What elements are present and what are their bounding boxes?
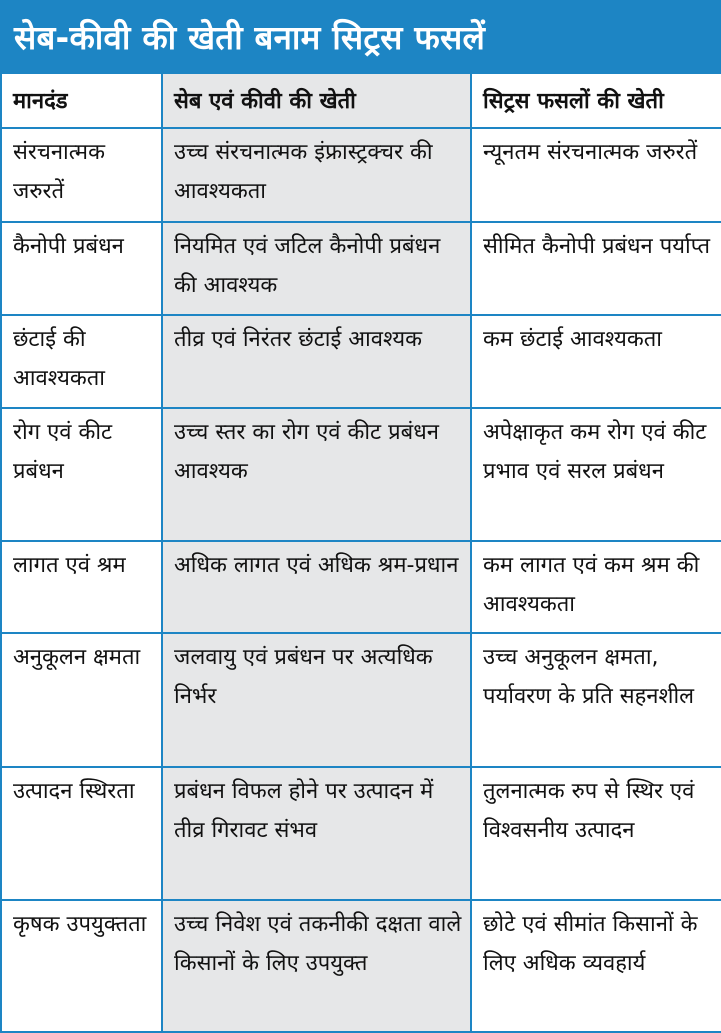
- comparison-table: [0, 72, 721, 1033]
- apple-kiwi-cell: प्रबंधन विफल होने पर उत्पादन में तीव्र गिरावट संभव: [162, 767, 471, 900]
- apple-kiwi-cell: अधिक लागत एवं अधिक श्रम-प्रधान: [162, 541, 471, 633]
- citrus-cell: अपेक्षाकृत कम रोग एवं कीट प्रभाव एवं सरल प्रबंधन: [471, 408, 721, 541]
- citrus-cell: न्यूनतम संरचनात्मक जरुरतें: [471, 128, 721, 222]
- citrus-cell: कम छंटाई आवश्यकता: [471, 315, 721, 408]
- criterion-cell: लागत एवं श्रम: [1, 541, 162, 633]
- citrus-cell: छोटे एवं सीमांत किसानों के लिए अधिक व्यवहार्य: [471, 900, 721, 1032]
- table-row: [1, 222, 721, 315]
- criterion-cell: कृषक उपयुक्तता: [1, 900, 162, 1032]
- table-row: [1, 900, 721, 1032]
- apple-kiwi-cell: जलवायु एवं प्रबंधन पर अत्यधिक निर्भर: [162, 633, 471, 767]
- criterion-cell: अनुकूलन क्षमता: [1, 633, 162, 767]
- criterion-cell: छंटाई की आवश्यकता: [1, 315, 162, 408]
- table-row: [1, 633, 721, 767]
- column-header-criterion: मानदंड: [1, 73, 162, 128]
- table-row: [1, 541, 721, 633]
- apple-kiwi-cell: उच्च संरचनात्मक इंफ्रास्ट्रक्चर की आवश्यकता: [162, 128, 471, 222]
- table-row: [1, 128, 721, 222]
- citrus-cell: सीमित कैनोपी प्रबंधन पर्याप्त: [471, 222, 721, 315]
- citrus-cell: उच्च अनुकूलन क्षमता, पर्यावरण के प्रति सहनशील: [471, 633, 721, 767]
- criterion-cell: रोग एवं कीट प्रबंधन: [1, 408, 162, 541]
- criterion-cell: उत्पादन स्थिरता: [1, 767, 162, 900]
- citrus-cell: तुलनात्मक रुप से स्थिर एवं विश्वसनीय उत्पादन: [471, 767, 721, 900]
- table-row: [1, 767, 721, 900]
- column-header-citrus: सिट्रस फसलों की खेती: [471, 73, 721, 128]
- table-header-row: [1, 73, 721, 128]
- criterion-cell: संरचनात्मक जरुरतें: [1, 128, 162, 222]
- page-title: सेब-कीवी की खेती बनाम सिट्रस फसलें: [0, 0, 721, 72]
- table-row: [1, 315, 721, 408]
- apple-kiwi-cell: नियमित एवं जटिल कैनोपी प्रबंधन की आवश्यक: [162, 222, 471, 315]
- apple-kiwi-cell: उच्च स्तर का रोग एवं कीट प्रबंधन आवश्यक: [162, 408, 471, 541]
- apple-kiwi-cell: तीव्र एवं निरंतर छंटाई आवश्यक: [162, 315, 471, 408]
- criterion-cell: कैनोपी प्रबंधन: [1, 222, 162, 315]
- apple-kiwi-cell: उच्च निवेश एवं तकनीकी दक्षता वाले किसानों के लिए उपयुक्त: [162, 900, 471, 1032]
- column-header-apple-kiwi: सेब एवं कीवी की खेती: [162, 73, 471, 128]
- citrus-cell: कम लागत एवं कम श्रम की आवश्यकता: [471, 541, 721, 633]
- table-row: [1, 408, 721, 541]
